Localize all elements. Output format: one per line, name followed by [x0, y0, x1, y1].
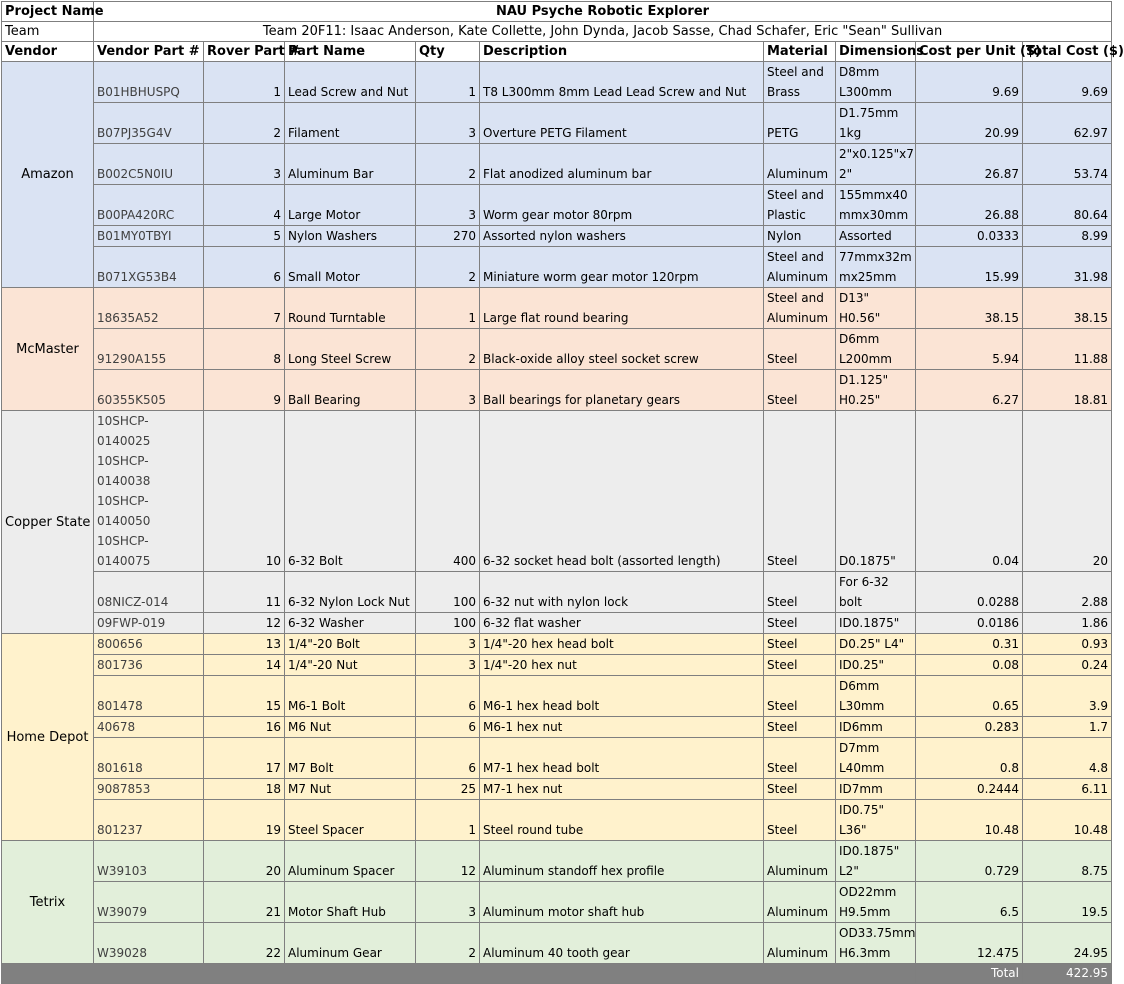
- material-cell[interactable]: Steel and Aluminum: [764, 288, 836, 329]
- table-row: [2, 779, 1112, 800]
- part-name-cell[interactable]: Small Motor: [285, 247, 416, 288]
- material-cell[interactable]: PETG: [764, 103, 836, 144]
- dimensions-cell[interactable]: ID0.1875" L2": [836, 841, 916, 882]
- rover-part-cell[interactable]: 13: [204, 634, 285, 655]
- header-rover-part[interactable]: Rover Part #: [204, 42, 285, 62]
- table-row: [2, 288, 1112, 329]
- rover-part-cell[interactable]: 20: [204, 841, 285, 882]
- rover-part-cell[interactable]: 1: [204, 62, 285, 103]
- total-cost-cell[interactable]: 9.69: [1023, 62, 1112, 103]
- table-row: [2, 329, 1112, 370]
- cost-per-unit-cell[interactable]: 0.283: [916, 717, 1023, 738]
- vendor-cell[interactable]: Tetrix: [2, 841, 94, 964]
- description-cell[interactable]: Assorted nylon washers: [480, 226, 764, 247]
- cost-per-unit-cell[interactable]: 10.48: [916, 800, 1023, 841]
- total-cost-cell[interactable]: 6.11: [1023, 779, 1112, 800]
- total-cost-cell[interactable]: 11.88: [1023, 329, 1112, 370]
- cost-per-unit-cell[interactable]: 6.27: [916, 370, 1023, 411]
- table-row: [2, 62, 1112, 103]
- description-cell[interactable]: M7-1 hex head bolt: [480, 738, 764, 779]
- dimensions-cell[interactable]: D1.75mm 1kg: [836, 103, 916, 144]
- dimensions-cell[interactable]: D0.1875": [836, 411, 916, 572]
- qty-cell[interactable]: 400: [416, 411, 480, 572]
- qty-cell[interactable]: 3: [416, 882, 480, 923]
- material-cell[interactable]: Steel: [764, 370, 836, 411]
- vendor-part-cell[interactable]: B071XG53B4: [94, 247, 204, 288]
- material-cell[interactable]: Steel: [764, 779, 836, 800]
- cost-per-unit-cell[interactable]: 0.04: [916, 411, 1023, 572]
- dimensions-cell[interactable]: OD33.75mm H6.3mm: [836, 923, 916, 964]
- material-cell[interactable]: Steel: [764, 572, 836, 613]
- rover-part-cell[interactable]: 3: [204, 144, 285, 185]
- part-name-cell[interactable]: Lead Screw and Nut: [285, 62, 416, 103]
- dimensions-cell[interactable]: D1.125" H0.25": [836, 370, 916, 411]
- table-row: [2, 411, 1112, 572]
- cost-per-unit-cell[interactable]: 0.0288: [916, 572, 1023, 613]
- material-cell[interactable]: Steel: [764, 676, 836, 717]
- total-value[interactable]: 422.95: [1023, 964, 1112, 984]
- dimensions-cell[interactable]: D13" H0.56": [836, 288, 916, 329]
- table-row: [2, 144, 1112, 185]
- material-cell[interactable]: Steel: [764, 717, 836, 738]
- table-row: [2, 882, 1112, 923]
- description-cell[interactable]: Black-oxide alloy steel socket screw: [480, 329, 764, 370]
- part-name-cell[interactable]: M6 Nut: [285, 717, 416, 738]
- table-row: [2, 185, 1112, 226]
- total-cost-cell[interactable]: 38.15: [1023, 288, 1112, 329]
- vendor-part-cell[interactable]: W39103: [94, 841, 204, 882]
- total-cost-cell[interactable]: 24.95: [1023, 923, 1112, 964]
- table-row: [2, 572, 1112, 613]
- total-cost-cell[interactable]: 80.64: [1023, 185, 1112, 226]
- material-cell[interactable]: Steel: [764, 613, 836, 634]
- vendor-cell[interactable]: Copper State: [2, 411, 94, 634]
- header-material[interactable]: Material: [764, 42, 836, 62]
- vendor-part-cell[interactable]: B002C5N0IU: [94, 144, 204, 185]
- rover-part-cell[interactable]: 4: [204, 185, 285, 226]
- qty-cell[interactable]: 2: [416, 329, 480, 370]
- part-name-cell[interactable]: 6-32 Bolt: [285, 411, 416, 572]
- dimensions-cell[interactable]: D8mm L300mm: [836, 62, 916, 103]
- table-row: [2, 676, 1112, 717]
- header-description[interactable]: Description: [480, 42, 764, 62]
- dimensions-cell[interactable]: D0.25" L4": [836, 634, 916, 655]
- bill-of-materials-table: [1, 1, 1124, 984]
- material-cell[interactable]: Nylon: [764, 226, 836, 247]
- cost-per-unit-cell[interactable]: 0.0186: [916, 613, 1023, 634]
- qty-cell[interactable]: 12: [416, 841, 480, 882]
- part-name-cell[interactable]: 1/4"-20 Nut: [285, 655, 416, 676]
- vendor-cell[interactable]: Amazon: [2, 62, 94, 288]
- total-row: [2, 964, 1112, 984]
- description-cell[interactable]: 6-32 socket head bolt (assorted length): [480, 411, 764, 572]
- dimensions-cell[interactable]: ID6mm: [836, 717, 916, 738]
- qty-cell[interactable]: 2: [416, 923, 480, 964]
- total-cost-cell[interactable]: 0.24: [1023, 655, 1112, 676]
- material-cell[interactable]: Aluminum: [764, 841, 836, 882]
- qty-cell[interactable]: 6: [416, 717, 480, 738]
- rover-part-cell[interactable]: 11: [204, 572, 285, 613]
- team-members[interactable]: Team 20F11: Isaac Anderson, Kate Collette, John Dynda, Jacob Sasse, Chad Schafer, Eric "Sean" Sullivan: [94, 22, 1112, 42]
- qty-cell[interactable]: 2: [416, 247, 480, 288]
- header-cost-per-unit[interactable]: Cost per Unit ($): [916, 42, 1023, 62]
- vendor-part-cell[interactable]: 60355K505: [94, 370, 204, 411]
- description-cell[interactable]: Miniature worm gear motor 120rpm: [480, 247, 764, 288]
- material-cell[interactable]: Aluminum: [764, 144, 836, 185]
- cost-per-unit-cell[interactable]: 0.08: [916, 655, 1023, 676]
- vendor-cell[interactable]: McMaster: [2, 288, 94, 411]
- part-name-cell[interactable]: Round Turntable: [285, 288, 416, 329]
- total-cost-cell[interactable]: 18.81: [1023, 370, 1112, 411]
- table-row: [2, 738, 1112, 779]
- header-qty[interactable]: Qty: [416, 42, 480, 62]
- cost-per-unit-cell[interactable]: 0.729: [916, 841, 1023, 882]
- rover-part-cell[interactable]: 22: [204, 923, 285, 964]
- table-row: [2, 655, 1112, 676]
- dimensions-cell[interactable]: ID7mm: [836, 779, 916, 800]
- rover-part-cell[interactable]: 6: [204, 247, 285, 288]
- total-cost-cell[interactable]: 31.98: [1023, 247, 1112, 288]
- part-name-cell[interactable]: M6-1 Bolt: [285, 676, 416, 717]
- cost-per-unit-cell[interactable]: 0.8: [916, 738, 1023, 779]
- rover-part-cell[interactable]: 5: [204, 226, 285, 247]
- total-cost-cell[interactable]: 20: [1023, 411, 1112, 572]
- description-cell[interactable]: T8 L300mm 8mm Lead Lead Screw and Nut: [480, 62, 764, 103]
- vendor-part-cell[interactable]: 801618: [94, 738, 204, 779]
- qty-cell[interactable]: 3: [416, 370, 480, 411]
- vendor-part-cell[interactable]: W39079: [94, 882, 204, 923]
- cost-per-unit-cell[interactable]: 6.5: [916, 882, 1023, 923]
- description-cell[interactable]: 1/4"-20 hex head bolt: [480, 634, 764, 655]
- description-cell[interactable]: Overture PETG Filament: [480, 103, 764, 144]
- total-spacer: [2, 964, 916, 984]
- qty-cell[interactable]: 1: [416, 288, 480, 329]
- part-name-cell[interactable]: 1/4"-20 Bolt: [285, 634, 416, 655]
- table-row: [2, 247, 1112, 288]
- total-cost-cell[interactable]: 8.75: [1023, 841, 1112, 882]
- rover-part-cell[interactable]: 7: [204, 288, 285, 329]
- table-row: [2, 923, 1112, 964]
- vendor-part-cell[interactable]: W39028: [94, 923, 204, 964]
- vendor-part-cell[interactable]: B00PA420RC: [94, 185, 204, 226]
- cost-per-unit-cell[interactable]: 26.88: [916, 185, 1023, 226]
- rover-part-cell[interactable]: 12: [204, 613, 285, 634]
- cost-per-unit-cell[interactable]: 26.87: [916, 144, 1023, 185]
- table-row: [2, 226, 1112, 247]
- dimensions-cell[interactable]: 77mmx32m mx25mm: [836, 247, 916, 288]
- qty-cell[interactable]: 100: [416, 613, 480, 634]
- qty-cell[interactable]: 3: [416, 103, 480, 144]
- vendor-part-cell[interactable]: B01MY0TBYI: [94, 226, 204, 247]
- description-cell[interactable]: Aluminum motor shaft hub: [480, 882, 764, 923]
- part-name-cell[interactable]: Ball Bearing: [285, 370, 416, 411]
- cost-per-unit-cell[interactable]: 9.69: [916, 62, 1023, 103]
- vendor-part-cell[interactable]: 08NICZ-014: [94, 572, 204, 613]
- rover-part-cell[interactable]: 15: [204, 676, 285, 717]
- qty-cell[interactable]: 3: [416, 185, 480, 226]
- header-total-cost[interactable]: Total Cost ($): [1023, 42, 1112, 62]
- vendor-part-cell[interactable]: 10SHCP-0140025 10SHCP-0140038 10SHCP-0140050 10SHCP-0140075: [94, 411, 204, 572]
- header-dimensions[interactable]: Dimensions: [836, 42, 916, 62]
- vendor-part-cell[interactable]: 40678: [94, 717, 204, 738]
- material-cell[interactable]: Steel: [764, 800, 836, 841]
- dimensions-cell[interactable]: OD22mm H9.5mm: [836, 882, 916, 923]
- part-name-cell[interactable]: Aluminum Spacer: [285, 841, 416, 882]
- table-row: [2, 800, 1112, 841]
- material-cell[interactable]: Steel and Brass: [764, 62, 836, 103]
- qty-cell[interactable]: 100: [416, 572, 480, 613]
- rover-part-cell[interactable]: 19: [204, 800, 285, 841]
- dimensions-cell[interactable]: For 6-32 bolt: [836, 572, 916, 613]
- cost-per-unit-cell[interactable]: 15.99: [916, 247, 1023, 288]
- material-cell[interactable]: Steel and Plastic: [764, 185, 836, 226]
- part-name-cell[interactable]: M7 Bolt: [285, 738, 416, 779]
- qty-cell[interactable]: 1: [416, 62, 480, 103]
- table-row: [2, 717, 1112, 738]
- material-cell[interactable]: Steel: [764, 738, 836, 779]
- rover-part-cell[interactable]: 8: [204, 329, 285, 370]
- rover-part-cell[interactable]: 18: [204, 779, 285, 800]
- description-cell[interactable]: M7-1 hex nut: [480, 779, 764, 800]
- table-row: [2, 103, 1112, 144]
- qty-cell[interactable]: 1: [416, 800, 480, 841]
- vendor-part-cell[interactable]: 91290A155: [94, 329, 204, 370]
- qty-cell[interactable]: 2: [416, 144, 480, 185]
- part-name-cell[interactable]: Motor Shaft Hub: [285, 882, 416, 923]
- rover-part-cell[interactable]: 21: [204, 882, 285, 923]
- part-name-cell[interactable]: Large Motor: [285, 185, 416, 226]
- cost-per-unit-cell[interactable]: 20.99: [916, 103, 1023, 144]
- part-name-cell[interactable]: Nylon Washers: [285, 226, 416, 247]
- description-cell[interactable]: Large flat round bearing: [480, 288, 764, 329]
- material-cell[interactable]: Steel: [764, 329, 836, 370]
- rover-part-cell[interactable]: 16: [204, 717, 285, 738]
- cost-per-unit-cell[interactable]: 0.2444: [916, 779, 1023, 800]
- rover-part-cell[interactable]: 10: [204, 411, 285, 572]
- cost-per-unit-cell[interactable]: 5.94: [916, 329, 1023, 370]
- part-name-cell[interactable]: Filament: [285, 103, 416, 144]
- qty-cell[interactable]: 25: [416, 779, 480, 800]
- total-cost-cell[interactable]: 1.7: [1023, 717, 1112, 738]
- total-cost-cell[interactable]: 10.48: [1023, 800, 1112, 841]
- material-cell[interactable]: Steel and Aluminum: [764, 247, 836, 288]
- description-cell[interactable]: M6-1 hex head bolt: [480, 676, 764, 717]
- total-cost-cell[interactable]: 53.74: [1023, 144, 1112, 185]
- description-cell[interactable]: Aluminum standoff hex profile: [480, 841, 764, 882]
- rover-part-cell[interactable]: 17: [204, 738, 285, 779]
- part-name-cell[interactable]: M7 Nut: [285, 779, 416, 800]
- project-name-label[interactable]: Project Name: [2, 2, 94, 22]
- description-cell[interactable]: 6-32 flat washer: [480, 613, 764, 634]
- total-cost-cell[interactable]: 0.93: [1023, 634, 1112, 655]
- vendor-part-cell[interactable]: 18635A52: [94, 288, 204, 329]
- vendor-part-cell[interactable]: 09FWP-019: [94, 613, 204, 634]
- description-cell[interactable]: 6-32 nut with nylon lock: [480, 572, 764, 613]
- description-cell[interactable]: Worm gear motor 80rpm: [480, 185, 764, 226]
- vendor-part-cell[interactable]: B07PJ35G4V: [94, 103, 204, 144]
- total-cost-cell[interactable]: 4.8: [1023, 738, 1112, 779]
- material-cell[interactable]: Steel: [764, 634, 836, 655]
- dimensions-cell[interactable]: 155mmx40 mmx30mm: [836, 185, 916, 226]
- total-cost-cell[interactable]: 62.97: [1023, 103, 1112, 144]
- material-cell[interactable]: Steel: [764, 411, 836, 572]
- vendor-part-cell[interactable]: 9087853: [94, 779, 204, 800]
- total-cost-cell[interactable]: 3.9: [1023, 676, 1112, 717]
- qty-cell[interactable]: 3: [416, 634, 480, 655]
- header-vendor[interactable]: Vendor: [2, 42, 94, 62]
- table-row: [2, 841, 1112, 882]
- vendor-part-cell[interactable]: B01HBHUSPQ: [94, 62, 204, 103]
- part-name-cell[interactable]: 6-32 Washer: [285, 613, 416, 634]
- total-cost-cell[interactable]: 19.5: [1023, 882, 1112, 923]
- part-name-cell[interactable]: Long Steel Screw: [285, 329, 416, 370]
- description-cell[interactable]: M6-1 hex nut: [480, 717, 764, 738]
- table-row: [2, 613, 1112, 634]
- header-vendor-part[interactable]: Vendor Part #: [94, 42, 204, 62]
- rover-part-cell[interactable]: 2: [204, 103, 285, 144]
- material-cell[interactable]: Aluminum: [764, 882, 836, 923]
- vendor-part-cell[interactable]: 801478: [94, 676, 204, 717]
- rover-part-cell[interactable]: 9: [204, 370, 285, 411]
- dimensions-cell[interactable]: Assorted: [836, 226, 916, 247]
- description-cell[interactable]: Ball bearings for planetary gears: [480, 370, 764, 411]
- part-name-cell[interactable]: 6-32 Nylon Lock Nut: [285, 572, 416, 613]
- header-part-name[interactable]: Part Name: [285, 42, 416, 62]
- part-name-cell[interactable]: Aluminum Gear: [285, 923, 416, 964]
- total-label[interactable]: Total: [916, 964, 1023, 984]
- cost-per-unit-cell[interactable]: 0.0333: [916, 226, 1023, 247]
- description-cell[interactable]: 1/4"-20 hex nut: [480, 655, 764, 676]
- total-cost-cell[interactable]: 8.99: [1023, 226, 1112, 247]
- dimensions-cell[interactable]: D6mm L200mm: [836, 329, 916, 370]
- material-cell[interactable]: Steel: [764, 655, 836, 676]
- vendor-part-cell[interactable]: 801736: [94, 655, 204, 676]
- part-name-cell[interactable]: Steel Spacer: [285, 800, 416, 841]
- total-cost-cell[interactable]: 1.86: [1023, 613, 1112, 634]
- project-name[interactable]: NAU Psyche Robotic Explorer: [94, 2, 1112, 22]
- description-cell[interactable]: Aluminum 40 tooth gear: [480, 923, 764, 964]
- material-cell[interactable]: Aluminum: [764, 923, 836, 964]
- cost-per-unit-cell[interactable]: 0.31: [916, 634, 1023, 655]
- dimensions-cell[interactable]: D6mm L30mm: [836, 676, 916, 717]
- dimensions-cell[interactable]: ID0.25": [836, 655, 916, 676]
- qty-cell[interactable]: 3: [416, 655, 480, 676]
- total-cost-cell[interactable]: 2.88: [1023, 572, 1112, 613]
- vendor-part-cell[interactable]: 800656: [94, 634, 204, 655]
- cost-per-unit-cell[interactable]: 38.15: [916, 288, 1023, 329]
- description-cell[interactable]: Flat anodized aluminum bar: [480, 144, 764, 185]
- dimensions-cell[interactable]: D7mm L40mm: [836, 738, 916, 779]
- vendor-cell[interactable]: Home Depot: [2, 634, 94, 841]
- table-row: [2, 370, 1112, 411]
- table-row: [2, 634, 1112, 655]
- part-name-cell[interactable]: Aluminum Bar: [285, 144, 416, 185]
- qty-cell[interactable]: 270: [416, 226, 480, 247]
- dimensions-cell[interactable]: 2"x0.125"x7 2": [836, 144, 916, 185]
- vendor-part-cell[interactable]: 801237: [94, 800, 204, 841]
- cost-per-unit-cell[interactable]: 12.475: [916, 923, 1023, 964]
- description-cell[interactable]: Steel round tube: [480, 800, 764, 841]
- dimensions-cell[interactable]: ID0.75" L36": [836, 800, 916, 841]
- cost-per-unit-cell[interactable]: 0.65: [916, 676, 1023, 717]
- team-label[interactable]: Team: [2, 22, 94, 42]
- qty-cell[interactable]: 6: [416, 676, 480, 717]
- qty-cell[interactable]: 6: [416, 738, 480, 779]
- rover-part-cell[interactable]: 14: [204, 655, 285, 676]
- dimensions-cell[interactable]: ID0.1875": [836, 613, 916, 634]
